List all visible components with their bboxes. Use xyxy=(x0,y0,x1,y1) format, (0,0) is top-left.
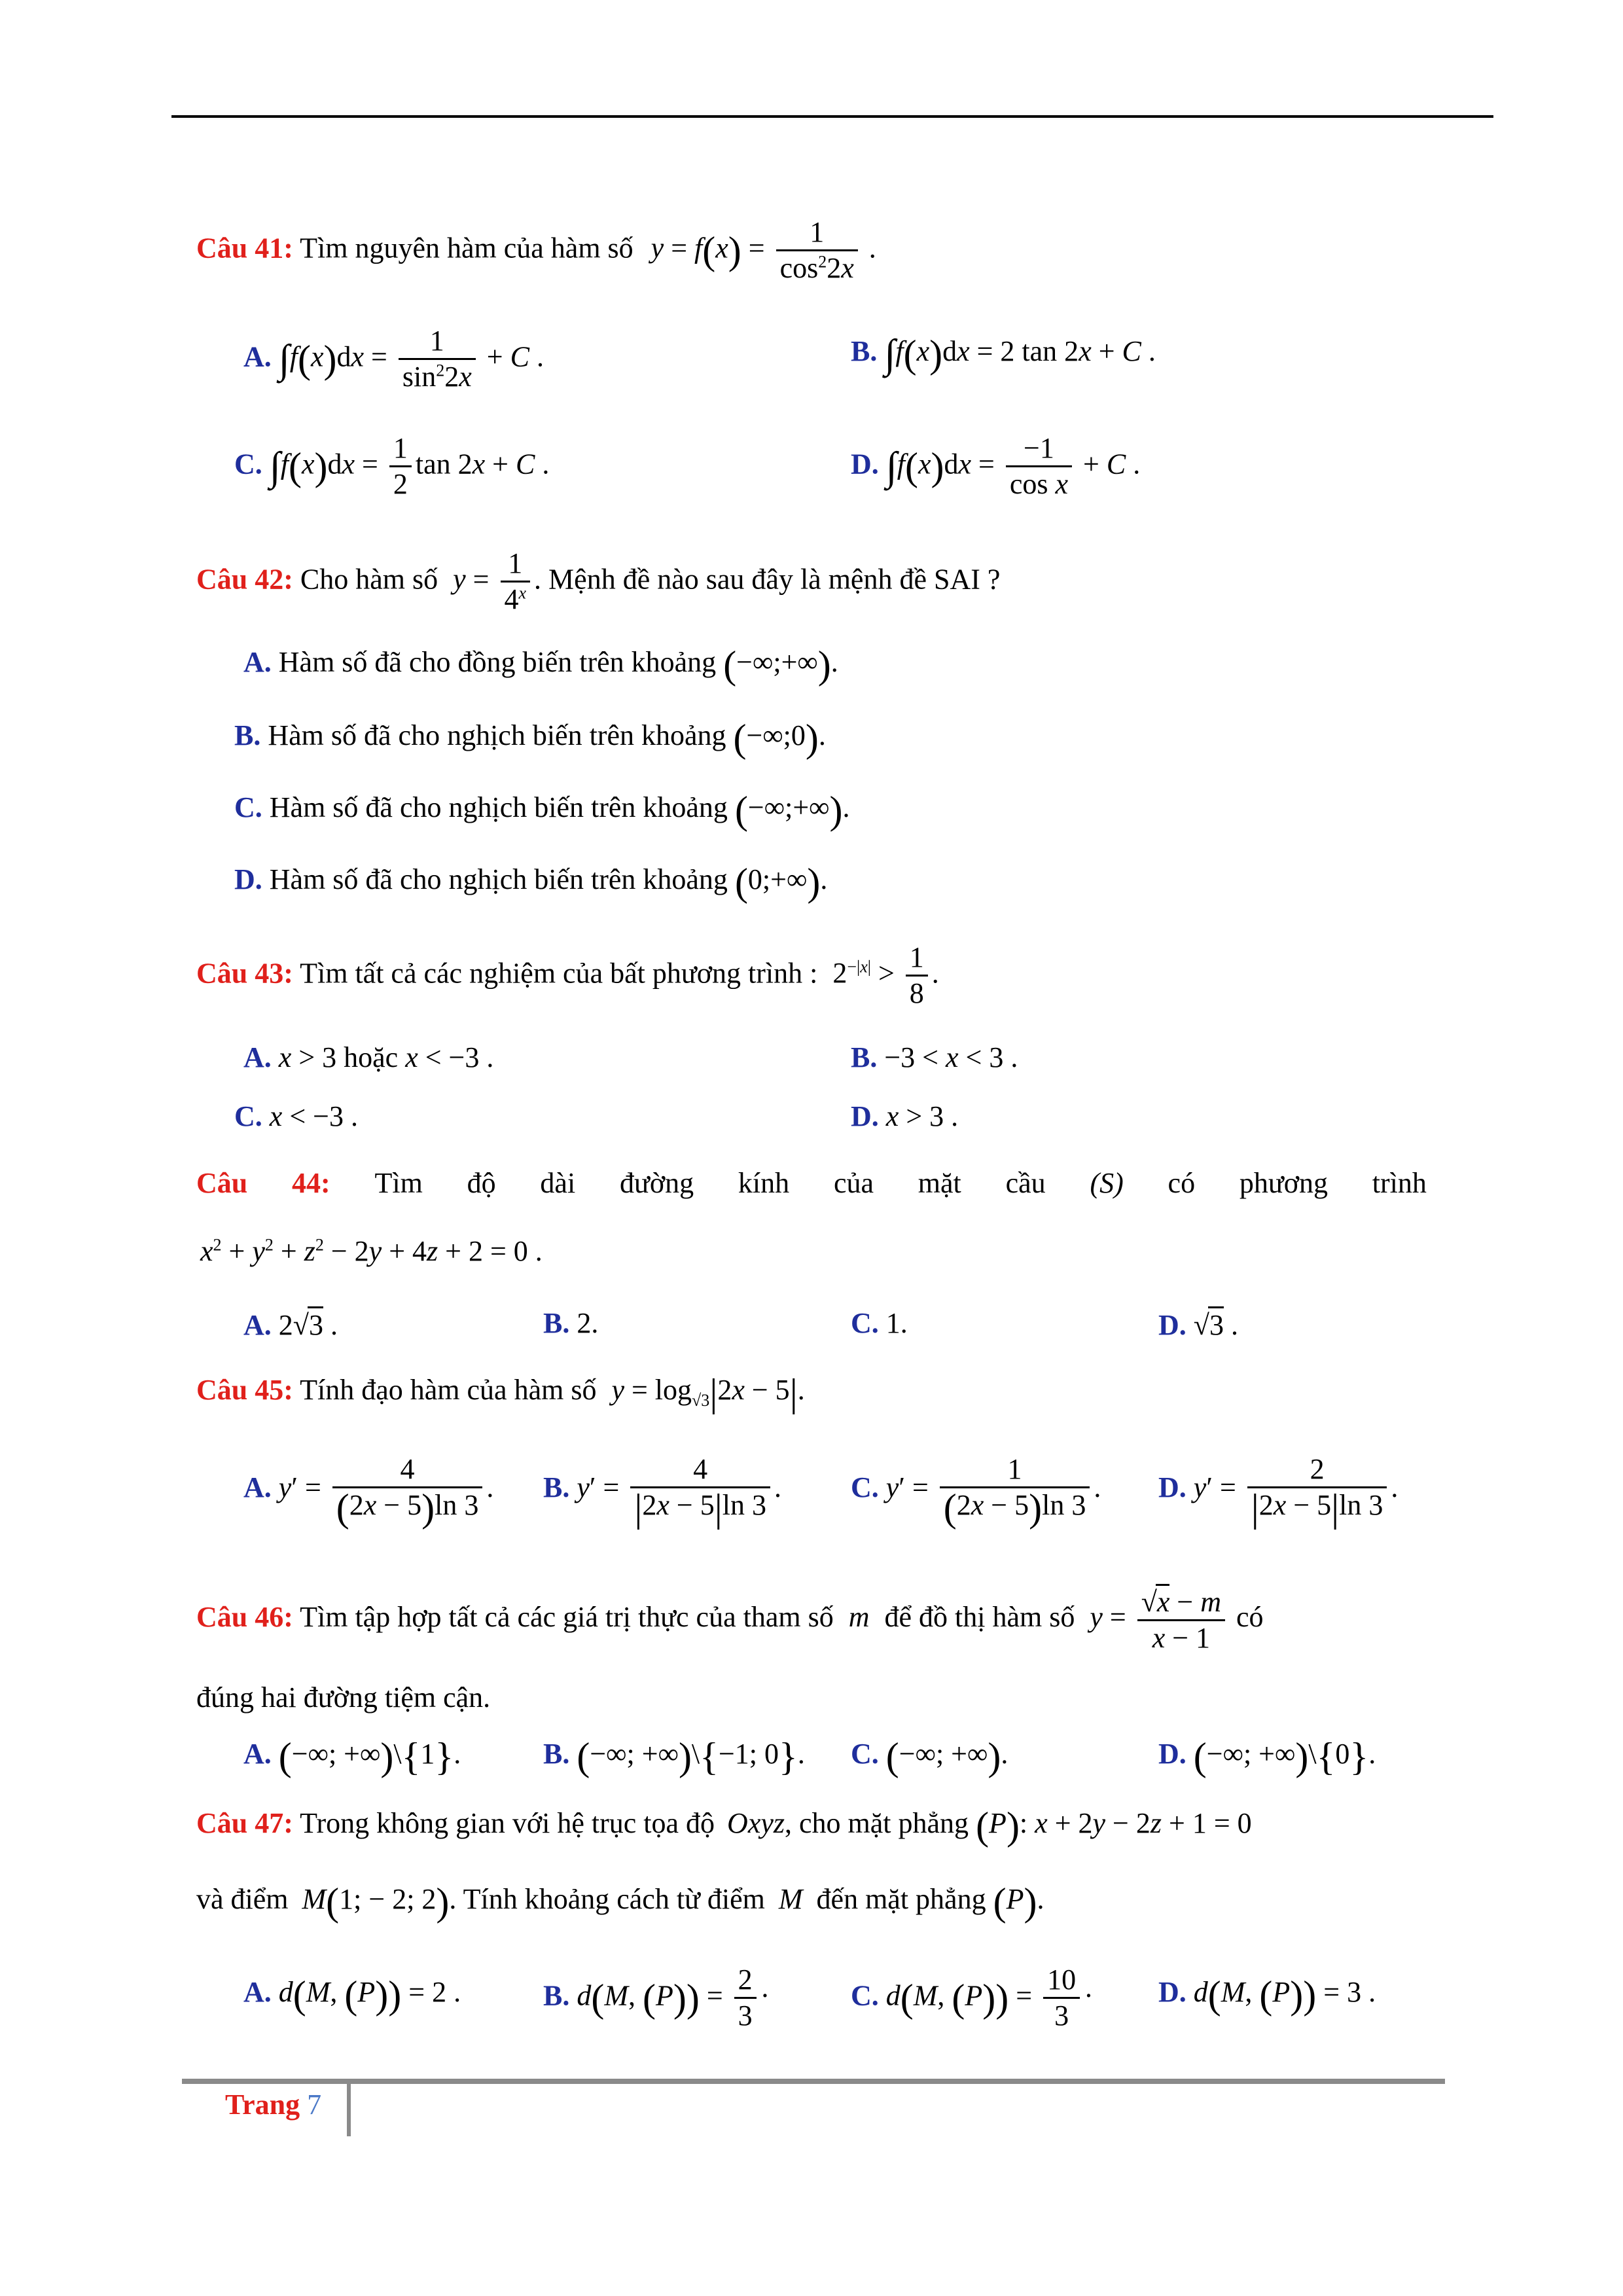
option-45-b[interactable]: B. y′ = $\frac{4}{|2x - 5|\ln 3}$ . xyxy=(543,1453,781,1530)
option-47-a[interactable]: A. d(M, (P)) = 2 . xyxy=(243,1973,461,2017)
question-text: có xyxy=(1168,1167,1196,1199)
option-42-d[interactable]: D. Hàm số đã cho nghịch biến trên khoảng (0;+∞). xyxy=(234,861,828,904)
option-43-d[interactable]: D. x > 3 . xyxy=(851,1100,959,1132)
question-47: Câu 47: Trong không gian với hệ trục tọa độ Oxyz, cho mặt phẳng (P): x + 2y − 2z + 1 = 0 xyxy=(196,1804,1252,1848)
option-47-b[interactable]: B. d(M, (P)) = $\frac{2}{3}$ · xyxy=(543,1964,770,2033)
question-text: để đồ thị hàm số xyxy=(884,1600,1075,1633)
question-text: Tìm xyxy=(374,1167,423,1199)
option-label: C. xyxy=(851,1979,879,2012)
question-text: có xyxy=(1236,1600,1264,1633)
page-footer xyxy=(225,2088,321,2121)
option-label: A. xyxy=(243,1309,272,1341)
option-label: A. xyxy=(243,1976,272,2009)
question-text: đến mặt phẳng xyxy=(816,1883,986,1916)
option-46-d[interactable]: D. (−∞; +∞)\{0}. xyxy=(1158,1735,1376,1778)
option-label: B. xyxy=(543,1979,570,2012)
question-44 xyxy=(196,1166,1427,1200)
question-label: Câu 42: xyxy=(196,563,293,596)
question-46-line2: đúng hai đường tiệm cận. xyxy=(196,1681,491,1713)
option-42-c[interactable]: C. Hàm số đã cho nghịch biến trên khoảng (−∞;+∞). xyxy=(234,789,850,832)
footer-divider xyxy=(347,2084,351,2136)
question-text: Tìm tất cả các nghiệm của bất phương trình : xyxy=(300,957,818,990)
option-label: D. xyxy=(1158,1738,1186,1770)
option-42-b[interactable]: B. Hàm số đã cho nghịch biến trên khoảng (−∞;0). xyxy=(234,717,826,760)
question-47-line2: và điểm M(1; − 2; 2). Tính khoảng cách từ điểm M đến mặt phẳng (P). xyxy=(196,1880,1044,1924)
option-41-b[interactable]: B. ∫f(x)dx = 2 tan 2x + C . xyxy=(851,332,1156,376)
option-44-d[interactable]: D. √3 . xyxy=(1158,1306,1238,1342)
question-text: . Mệnh đề nào sau đây là mệnh đề SAI ? xyxy=(534,563,1001,596)
option-47-c[interactable]: C. d(M, (P)) = $\frac{10}{3}$ · xyxy=(851,1964,1094,2033)
option-text: Hàm số đã cho nghịch biến trên khoảng xyxy=(268,719,726,752)
page-number: 7 xyxy=(307,2089,322,2121)
option-44-c[interactable] xyxy=(851,1306,908,1340)
question-42: Câu 42: Cho hàm số y = $\frac{1}{4^x}$ . Mệnh đề nào sau đây là mệnh đề SAI ? xyxy=(196,547,1000,617)
question-text: đường xyxy=(619,1167,694,1199)
question-label: Câu 47: xyxy=(196,1807,293,1840)
option-42-a[interactable]: A. Hàm số đã cho đồng biến trên khoảng (−∞;+∞). xyxy=(243,643,838,687)
option-label: A. xyxy=(243,1738,272,1770)
footer-rule xyxy=(182,2079,1445,2084)
option-46-a[interactable]: A. (−∞; +∞)\{1}. xyxy=(243,1735,461,1778)
option-41-c[interactable]: C. ∫f(x)dx = $\frac{1}{2}$ tan 2x + C . xyxy=(234,432,549,501)
option-43-a[interactable]: A. x > 3 hoặc x < −3 . xyxy=(243,1041,494,1073)
option-43-b[interactable]: B. −3 < x < 3 . xyxy=(851,1041,1018,1073)
option-label: B. xyxy=(543,1471,570,1503)
question-text: Tính đạo hàm của hàm số xyxy=(300,1374,597,1407)
question-text: Cho hàm số xyxy=(300,563,438,596)
option-44-a[interactable]: A. 2√3 . xyxy=(243,1306,338,1342)
option-label: D. xyxy=(851,1100,879,1132)
question-text: cầu xyxy=(1005,1167,1046,1199)
option-text: Hàm số đã cho đồng biến trên khoảng xyxy=(278,646,717,679)
option-label: C. xyxy=(234,448,262,480)
option-46-b[interactable]: B. (−∞; +∞)\{−1; 0}. xyxy=(543,1735,805,1778)
footer-label: Trang xyxy=(225,2089,300,2121)
header-rule xyxy=(171,115,1493,118)
option-label: C. xyxy=(851,1471,879,1503)
question-46: Câu 46: Tìm tập hợp tất cả các giá trị thực của tham số m để đồ thị hàm số y = $\frac{√x - m}{x - 1}$ có xyxy=(196,1584,1264,1655)
option-45-c[interactable]: C. y′ = $\frac{1}{(2x - 5)\ln 3}$ . xyxy=(851,1453,1101,1530)
option-label: B. xyxy=(543,1738,570,1770)
option-44-b[interactable] xyxy=(543,1306,598,1340)
question-label: Câu 41: xyxy=(196,232,293,264)
option-label: A. xyxy=(243,646,272,679)
option-label: C. xyxy=(851,1738,879,1770)
option-label: C. xyxy=(234,791,262,824)
question-45: Câu 45: Tính đạo hàm của hàm số $y = \log_{√3}|2x - 5|$. xyxy=(196,1371,805,1414)
option-label: B. xyxy=(543,1307,570,1339)
option-45-a[interactable]: A. y′ = $\frac{4}{(2x - 5)\ln 3}$ . xyxy=(243,1453,494,1530)
option-text: 2. xyxy=(577,1307,599,1339)
question-text: . Tính khoảng cách từ điểm xyxy=(449,1883,765,1916)
option-text: 1. xyxy=(885,1307,908,1339)
option-41-a[interactable]: A. ∫f(x)dx = $\frac{1}{\sin^22x}$ + C . xyxy=(243,325,544,394)
question-text: và điểm xyxy=(196,1883,289,1916)
question-43: Câu 43: Tìm tất cả các nghiệm của bất phương trình : $2^{-|x|}$ > $\frac{1}{8}$ . xyxy=(196,941,939,1011)
option-46-c[interactable]: C. (−∞; +∞). xyxy=(851,1735,1008,1778)
question-text: phương xyxy=(1239,1167,1328,1199)
question-text: mặt xyxy=(918,1167,961,1199)
option-text: hoặc xyxy=(344,1041,399,1073)
question-label: 44: xyxy=(292,1167,330,1199)
question-text: kính xyxy=(738,1167,790,1199)
question-text: dài xyxy=(540,1167,576,1199)
question-text: , cho mặt phẳng xyxy=(785,1807,969,1840)
question-label: Câu 43: xyxy=(196,957,293,990)
option-label: D. xyxy=(234,863,262,896)
option-label: B. xyxy=(851,335,878,368)
question-44-equation: $x^2 + y^2 + z^2 - 2y + 4z + 2 = 0$ . xyxy=(200,1235,543,1267)
question-text: Tìm nguyên hàm của hàm số xyxy=(300,232,633,264)
fraction: $\frac{1}{\cos^22x}$ xyxy=(776,216,858,285)
question-label: Câu xyxy=(196,1167,248,1199)
question-math: (S) xyxy=(1090,1167,1124,1199)
question-text: độ xyxy=(467,1167,496,1199)
question-text: Tìm tập hợp tất cả các giá trị thực của tham số xyxy=(300,1600,834,1633)
question-text: trình xyxy=(1372,1167,1427,1199)
option-label: B. xyxy=(851,1041,878,1073)
option-45-d[interactable]: D. y′ = $\frac{2}{|2x - 5|\ln 3}$ . xyxy=(1158,1453,1399,1530)
question-text: Trong không gian với hệ trục tọa độ xyxy=(300,1807,715,1840)
option-label: D. xyxy=(851,448,879,480)
question-label: Câu 45: xyxy=(196,1374,293,1407)
question-41: Câu 41: Tìm nguyên hàm của hàm số y = f(x) = $\frac{1}{\cos^22x}$ . xyxy=(196,216,876,285)
option-43-c[interactable]: C. x < −3 . xyxy=(234,1100,358,1132)
option-text: Hàm số đã cho nghịch biến trên khoảng xyxy=(269,863,728,896)
option-label: D. xyxy=(1158,1471,1186,1503)
option-label: D. xyxy=(1158,1976,1186,2009)
option-label: A. xyxy=(243,340,272,373)
option-label: A. xyxy=(243,1041,272,1073)
option-41-d[interactable]: D. ∫f(x)dx = $\frac{-1}{\text{cos x}}$ + C . xyxy=(851,432,1140,501)
option-label: C. xyxy=(851,1307,879,1339)
option-47-d[interactable]: D. d(M, (P)) = 3 . xyxy=(1158,1973,1376,2017)
option-label: D. xyxy=(1158,1309,1186,1341)
option-text: Hàm số đã cho nghịch biến trên khoảng xyxy=(269,791,728,824)
question-label: Câu 46: xyxy=(196,1600,293,1633)
option-label: C. xyxy=(234,1100,262,1132)
option-label: A. xyxy=(243,1471,272,1503)
question-text: của xyxy=(833,1167,874,1199)
option-label: B. xyxy=(234,719,261,752)
